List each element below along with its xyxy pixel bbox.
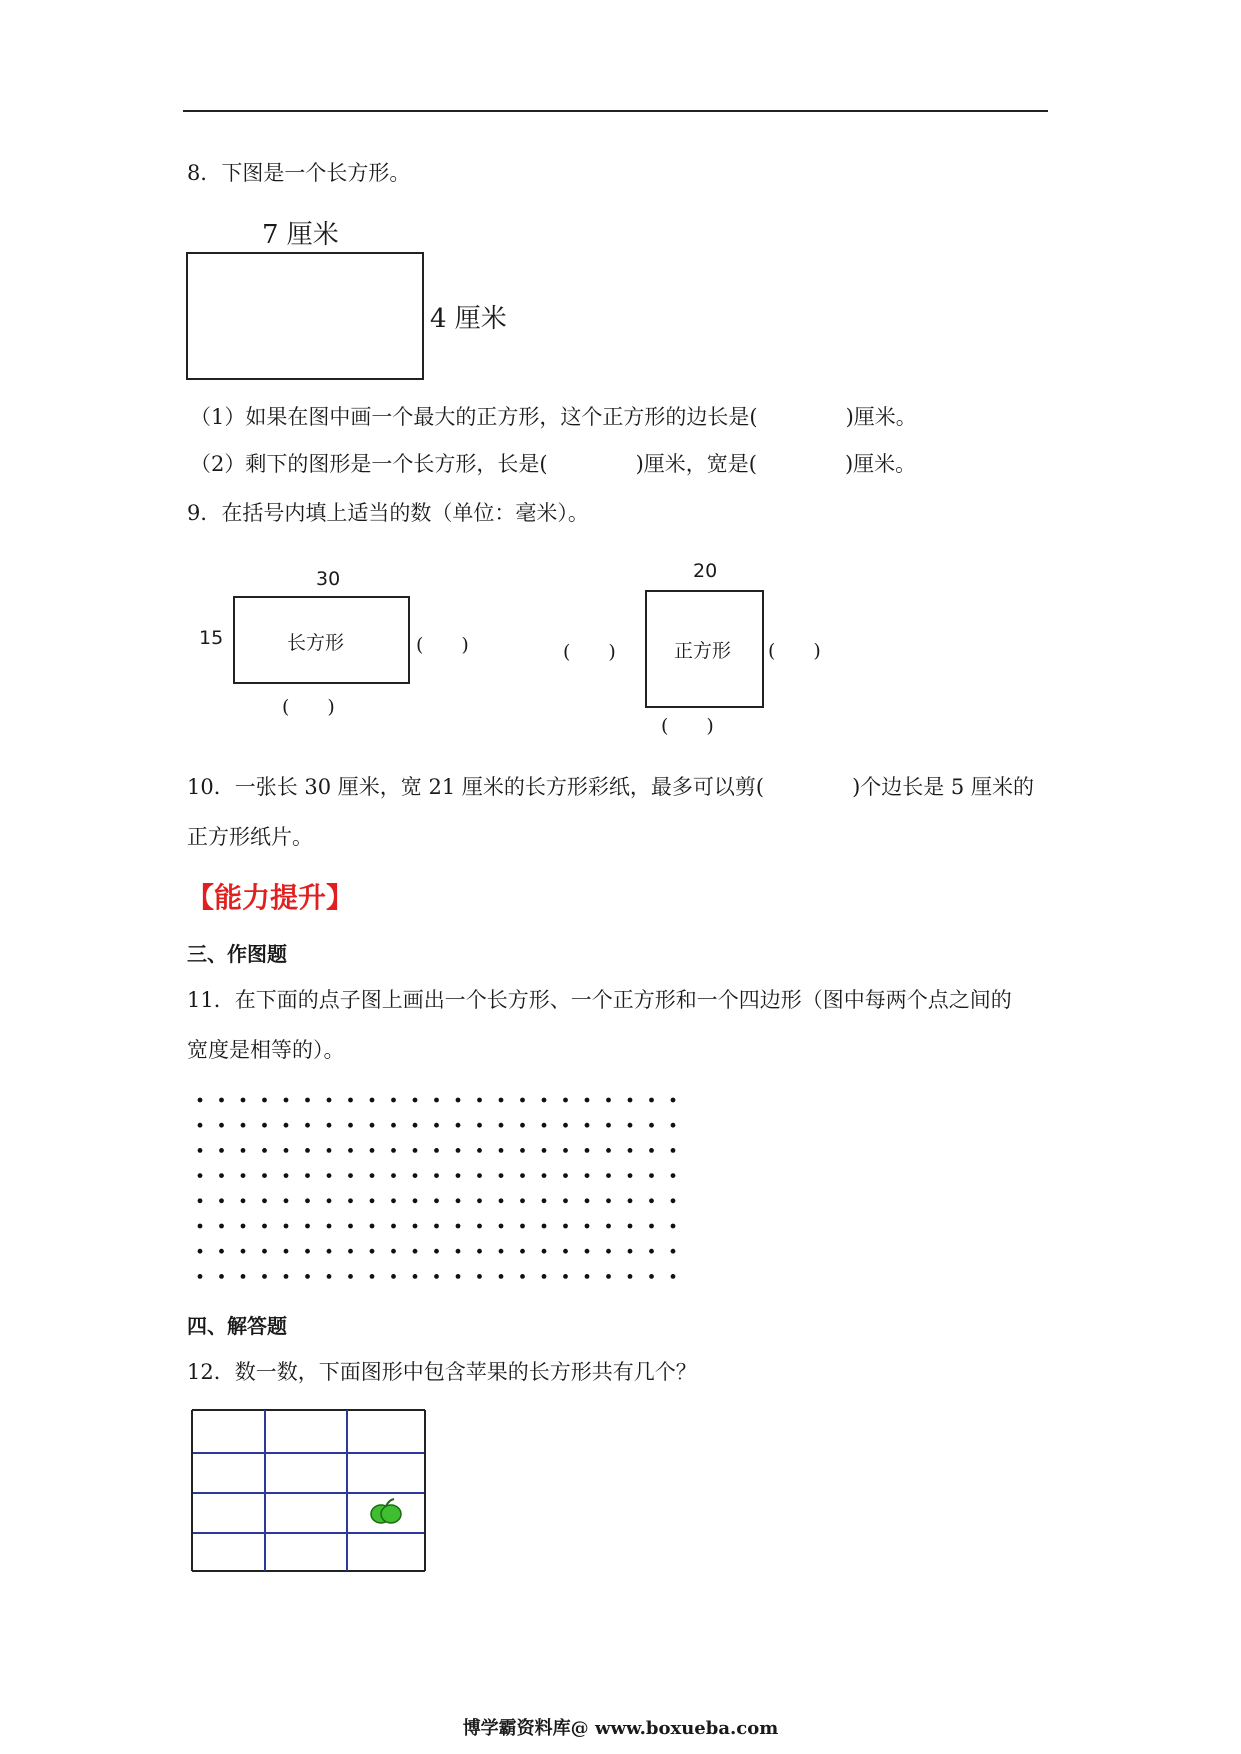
grid-dot[interactable] xyxy=(585,1249,590,1254)
grid-dot[interactable] xyxy=(542,1224,547,1229)
grid-dot[interactable] xyxy=(305,1274,310,1279)
grid-dot[interactable] xyxy=(606,1123,611,1128)
grid-dot[interactable] xyxy=(456,1098,461,1103)
grid-dot[interactable] xyxy=(198,1098,203,1103)
grid-dot[interactable] xyxy=(219,1198,224,1203)
grid-dot[interactable] xyxy=(563,1148,568,1153)
grid-dot[interactable] xyxy=(241,1198,246,1203)
grid-dot[interactable] xyxy=(499,1123,504,1128)
grid-dot[interactable] xyxy=(563,1274,568,1279)
grid-dot[interactable] xyxy=(391,1224,396,1229)
grid-dot[interactable] xyxy=(219,1249,224,1254)
grid-dot[interactable] xyxy=(241,1224,246,1229)
grid-dot[interactable] xyxy=(456,1224,461,1229)
grid-dot[interactable] xyxy=(671,1123,676,1128)
grid-dot[interactable] xyxy=(198,1148,203,1153)
grid-dot[interactable] xyxy=(284,1249,289,1254)
grid-dot[interactable] xyxy=(262,1148,267,1153)
grid-dot[interactable] xyxy=(585,1148,590,1153)
grid-dot[interactable] xyxy=(520,1249,525,1254)
grid-dot[interactable] xyxy=(499,1224,504,1229)
grid-dot[interactable] xyxy=(262,1274,267,1279)
grid-dot[interactable] xyxy=(327,1123,332,1128)
grid-dot[interactable] xyxy=(241,1098,246,1103)
grid-dot[interactable] xyxy=(649,1274,654,1279)
grid-dot[interactable] xyxy=(628,1148,633,1153)
grid-dot[interactable] xyxy=(628,1249,633,1254)
grid-dot[interactable] xyxy=(649,1198,654,1203)
grid-dot[interactable] xyxy=(241,1148,246,1153)
q9-rectangle xyxy=(233,596,410,684)
grid-dot[interactable] xyxy=(563,1123,568,1128)
q8-sub1-text-b: )厘米。 xyxy=(845,405,917,429)
grid-dot[interactable] xyxy=(606,1148,611,1153)
grid-dot[interactable] xyxy=(585,1098,590,1103)
grid-dot[interactable] xyxy=(413,1173,418,1178)
grid-dot[interactable] xyxy=(305,1224,310,1229)
q12-title: 12．数一数，下面图形中包含苹果的长方形共有几个？ xyxy=(187,1360,697,1384)
grid-dot[interactable] xyxy=(585,1224,590,1229)
grid-dot[interactable] xyxy=(542,1198,547,1203)
grid-dot[interactable] xyxy=(585,1173,590,1178)
grid-dot[interactable] xyxy=(434,1148,439,1153)
grid-dot[interactable] xyxy=(456,1173,461,1178)
grid-dot[interactable] xyxy=(284,1274,289,1279)
ability-header: 【能力提升】 xyxy=(186,881,355,914)
grid-dot[interactable] xyxy=(477,1098,482,1103)
q9-rect-label: 长方形 xyxy=(287,632,345,654)
grid-dot[interactable] xyxy=(649,1098,654,1103)
grid-dot[interactable] xyxy=(413,1148,418,1153)
grid-dot[interactable] xyxy=(671,1274,676,1279)
grid-dot[interactable] xyxy=(563,1224,568,1229)
grid-dot[interactable] xyxy=(284,1173,289,1178)
grid-dot[interactable] xyxy=(434,1249,439,1254)
grid-dot[interactable] xyxy=(241,1173,246,1178)
apple-grid xyxy=(190,1408,430,1573)
grid-dot[interactable] xyxy=(284,1098,289,1103)
grid-dot[interactable] xyxy=(434,1198,439,1203)
grid-dot[interactable] xyxy=(241,1274,246,1279)
grid-dot[interactable] xyxy=(456,1249,461,1254)
grid-dot[interactable] xyxy=(499,1098,504,1103)
q9-rect-top-length: 30 xyxy=(316,568,341,590)
grid-dot[interactable] xyxy=(542,1098,547,1103)
grid-dot[interactable] xyxy=(542,1148,547,1153)
grid-dot[interactable] xyxy=(305,1249,310,1254)
grid-dot[interactable] xyxy=(563,1249,568,1254)
grid-dot[interactable] xyxy=(606,1098,611,1103)
apple-icon xyxy=(371,1499,401,1523)
q9-square-bottom-blank[interactable]: ( ) xyxy=(661,715,714,737)
grid-dot[interactable] xyxy=(585,1274,590,1279)
grid-dot[interactable] xyxy=(348,1148,353,1153)
grid-dot[interactable] xyxy=(198,1173,203,1178)
grid-dot[interactable] xyxy=(198,1274,203,1279)
q8-sub2-text-b: )厘米，宽是( xyxy=(635,452,757,476)
q9-title: 9．在括号内填上适当的数（单位：毫米）。 xyxy=(187,501,589,525)
grid-dot[interactable] xyxy=(606,1274,611,1279)
header-rule xyxy=(183,110,1048,112)
grid-dot[interactable] xyxy=(563,1098,568,1103)
grid-dot[interactable] xyxy=(477,1274,482,1279)
grid-dot[interactable] xyxy=(262,1224,267,1229)
q9-rect-bottom-blank[interactable]: ( ) xyxy=(282,696,335,718)
grid-dot[interactable] xyxy=(327,1198,332,1203)
grid-dot[interactable] xyxy=(391,1148,396,1153)
grid-dot[interactable] xyxy=(671,1148,676,1153)
grid-dot[interactable] xyxy=(305,1173,310,1178)
section-3-heading: 三、作图题 xyxy=(187,942,287,966)
section-4-heading: 四、解答题 xyxy=(187,1314,287,1338)
grid-dot[interactable] xyxy=(348,1173,353,1178)
grid-dot[interactable] xyxy=(456,1148,461,1153)
grid-dot[interactable] xyxy=(284,1123,289,1128)
grid-dot[interactable] xyxy=(477,1249,482,1254)
q8-title: 8．下图是一个长方形。 xyxy=(187,161,411,185)
grid-dot[interactable] xyxy=(219,1098,224,1103)
grid-dot[interactable] xyxy=(219,1274,224,1279)
grid-dot[interactable] xyxy=(563,1173,568,1178)
grid-dot[interactable] xyxy=(284,1224,289,1229)
grid-dot[interactable] xyxy=(241,1249,246,1254)
grid-dot[interactable] xyxy=(413,1249,418,1254)
q11-line2: 宽度是相等的）。 xyxy=(187,1038,345,1062)
grid-dot[interactable] xyxy=(391,1123,396,1128)
grid-dot[interactable] xyxy=(520,1123,525,1128)
grid-dot[interactable] xyxy=(262,1198,267,1203)
grid-dot[interactable] xyxy=(520,1173,525,1178)
q9-square-left-blank[interactable]: ( ) xyxy=(563,641,616,663)
grid-dot[interactable] xyxy=(649,1224,654,1229)
grid-dot[interactable] xyxy=(370,1098,375,1103)
q8-side-label: 4 厘米 xyxy=(430,304,507,334)
grid-dot[interactable] xyxy=(585,1198,590,1203)
grid-dot[interactable] xyxy=(520,1198,525,1203)
q11-line1: 11．在下面的点子图上画出一个长方形、一个正方形和一个四边形（图中每两个点之间的 xyxy=(187,988,1012,1012)
q10-text-b: )个边长是 5 厘米的 xyxy=(852,775,1034,799)
grid-dot[interactable] xyxy=(520,1148,525,1153)
grid-dot[interactable] xyxy=(649,1148,654,1153)
grid-dot[interactable] xyxy=(542,1173,547,1178)
grid-dot[interactable] xyxy=(434,1123,439,1128)
grid-dot[interactable] xyxy=(219,1173,224,1178)
grid-dot[interactable] xyxy=(628,1173,633,1178)
grid-dot[interactable] xyxy=(434,1173,439,1178)
grid-dot[interactable] xyxy=(284,1148,289,1153)
grid-dot[interactable] xyxy=(391,1274,396,1279)
grid-dot[interactable] xyxy=(671,1098,676,1103)
grid-dot[interactable] xyxy=(606,1249,611,1254)
grid-dot[interactable] xyxy=(477,1198,482,1203)
grid-dot[interactable] xyxy=(606,1198,611,1203)
grid-dot[interactable] xyxy=(348,1224,353,1229)
q9-square xyxy=(645,590,764,708)
grid-dot[interactable] xyxy=(671,1249,676,1254)
q9-square-label: 正方形 xyxy=(674,640,732,662)
grid-dot[interactable] xyxy=(370,1274,375,1279)
grid-dot[interactable] xyxy=(671,1173,676,1178)
grid-dot[interactable] xyxy=(327,1173,332,1178)
grid-dot[interactable] xyxy=(348,1274,353,1279)
grid-dot[interactable] xyxy=(413,1198,418,1203)
grid-dot[interactable] xyxy=(628,1274,633,1279)
grid-dot[interactable] xyxy=(198,1224,203,1229)
grid-dot[interactable] xyxy=(477,1148,482,1153)
q8-sub1 xyxy=(190,402,917,432)
grid-dot[interactable] xyxy=(219,1224,224,1229)
grid-dot[interactable] xyxy=(262,1249,267,1254)
q9-square-right-blank[interactable]: ( ) xyxy=(768,640,821,662)
grid-dot[interactable] xyxy=(370,1148,375,1153)
q8-sub2-text-a: （2）剩下的图形是一个长方形，长是( xyxy=(190,452,548,476)
grid-dot[interactable] xyxy=(542,1249,547,1254)
grid-dot[interactable] xyxy=(327,1148,332,1153)
grid-dot[interactable] xyxy=(348,1098,353,1103)
grid-dot[interactable] xyxy=(542,1123,547,1128)
grid-dot[interactable] xyxy=(348,1249,353,1254)
grid-dot[interactable] xyxy=(198,1198,203,1203)
grid-dot[interactable] xyxy=(348,1123,353,1128)
grid-dot[interactable] xyxy=(370,1249,375,1254)
grid-dot[interactable] xyxy=(391,1198,396,1203)
grid-dot[interactable] xyxy=(241,1123,246,1128)
grid-dot[interactable] xyxy=(219,1148,224,1153)
q8-sub2 xyxy=(190,449,916,479)
grid-dot[interactable] xyxy=(628,1123,633,1128)
q9-rect-right-blank[interactable]: ( ) xyxy=(416,634,469,656)
grid-dot[interactable] xyxy=(456,1123,461,1128)
grid-dot[interactable] xyxy=(499,1198,504,1203)
grid-dot[interactable] xyxy=(327,1249,332,1254)
grid-dot[interactable] xyxy=(628,1098,633,1103)
dot-grid[interactable] xyxy=(190,1085,690,1280)
grid-dot[interactable] xyxy=(563,1198,568,1203)
grid-dot[interactable] xyxy=(585,1123,590,1128)
grid-dot[interactable] xyxy=(434,1224,439,1229)
grid-dot[interactable] xyxy=(284,1198,289,1203)
grid-dot[interactable] xyxy=(456,1198,461,1203)
grid-dot[interactable] xyxy=(262,1098,267,1103)
grid-dot[interactable] xyxy=(327,1274,332,1279)
grid-dot[interactable] xyxy=(499,1173,504,1178)
grid-dot[interactable] xyxy=(305,1098,310,1103)
q10-text-a: 10．一张长 30 厘米，宽 21 厘米的长方形彩纸，最多可以剪( xyxy=(187,775,765,799)
grid-dot[interactable] xyxy=(413,1098,418,1103)
grid-dot[interactable] xyxy=(370,1198,375,1203)
grid-dot[interactable] xyxy=(628,1224,633,1229)
grid-dot[interactable] xyxy=(520,1098,525,1103)
q10-line2: 正方形纸片。 xyxy=(187,825,313,849)
q8-rectangle xyxy=(186,252,424,380)
grid-dot[interactable] xyxy=(305,1123,310,1128)
grid-dot[interactable] xyxy=(262,1123,267,1128)
grid-dot[interactable] xyxy=(499,1274,504,1279)
q8-sub1-text-a: （1）如果在图中画一个最大的正方形，这个正方形的边长是( xyxy=(190,405,758,429)
grid-dot[interactable] xyxy=(391,1098,396,1103)
grid-dot[interactable] xyxy=(370,1224,375,1229)
grid-dot[interactable] xyxy=(606,1173,611,1178)
grid-dot[interactable] xyxy=(370,1173,375,1178)
q8-top-label: 7 厘米 xyxy=(262,220,339,250)
grid-dot[interactable] xyxy=(305,1198,310,1203)
grid-dot[interactable] xyxy=(391,1173,396,1178)
grid-dot[interactable] xyxy=(477,1224,482,1229)
grid-dot[interactable] xyxy=(606,1224,611,1229)
grid-dot[interactable] xyxy=(649,1249,654,1254)
grid-dot[interactable] xyxy=(520,1224,525,1229)
grid-dot[interactable] xyxy=(413,1274,418,1279)
q10-line1 xyxy=(187,772,1034,802)
grid-dot[interactable] xyxy=(456,1274,461,1279)
grid-dot[interactable] xyxy=(649,1123,654,1128)
grid-dot[interactable] xyxy=(305,1148,310,1153)
grid-dot[interactable] xyxy=(649,1173,654,1178)
grid-dot[interactable] xyxy=(671,1224,676,1229)
grid-dot[interactable] xyxy=(671,1198,676,1203)
grid-dot[interactable] xyxy=(499,1148,504,1153)
grid-dot[interactable] xyxy=(520,1274,525,1279)
grid-dot[interactable] xyxy=(327,1098,332,1103)
grid-dot[interactable] xyxy=(413,1123,418,1128)
grid-dot[interactable] xyxy=(262,1173,267,1178)
grid-dot[interactable] xyxy=(348,1198,353,1203)
grid-dot[interactable] xyxy=(391,1249,396,1254)
grid-dot[interactable] xyxy=(198,1249,203,1254)
q9-rect-left-width: 15 xyxy=(199,627,224,649)
footer: 博学霸资料库@ www.boxueba.com xyxy=(462,1718,779,1739)
grid-dot[interactable] xyxy=(477,1173,482,1178)
q8-sub2-text-c: )厘米。 xyxy=(844,452,917,476)
grid-dot[interactable] xyxy=(434,1098,439,1103)
grid-dot[interactable] xyxy=(477,1123,482,1128)
grid-dot[interactable] xyxy=(198,1123,203,1128)
grid-dot[interactable] xyxy=(413,1224,418,1229)
grid-dot[interactable] xyxy=(219,1123,224,1128)
grid-dot[interactable] xyxy=(499,1249,504,1254)
grid-dot[interactable] xyxy=(434,1274,439,1279)
grid-dot[interactable] xyxy=(542,1274,547,1279)
grid-dot[interactable] xyxy=(327,1224,332,1229)
grid-dot[interactable] xyxy=(628,1198,633,1203)
grid-dot[interactable] xyxy=(370,1123,375,1128)
q9-square-top-side: 20 xyxy=(693,560,718,582)
